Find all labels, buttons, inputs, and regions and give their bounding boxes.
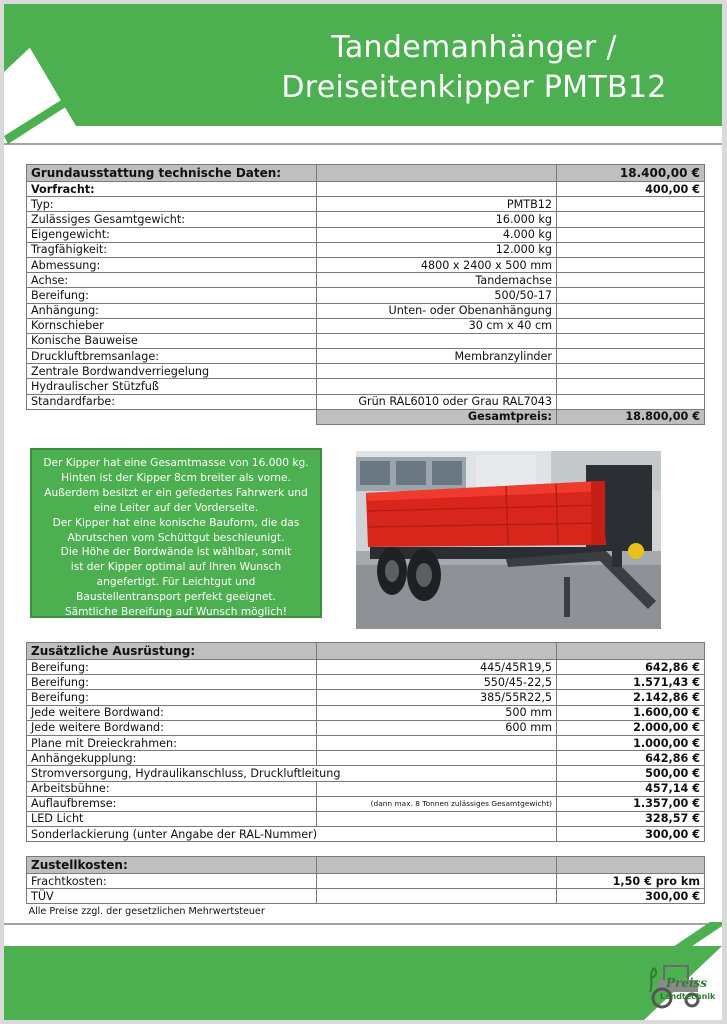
- extra-value: [317, 811, 557, 826]
- spec-label: Konische Bauweise: [27, 333, 317, 348]
- spec-value: Unten- oder Obenanhängung: [317, 303, 557, 318]
- total-price: 18.800,00 €: [557, 409, 705, 424]
- description-line: Der Kipper hat eine konische Bauform, die das: [52, 516, 300, 529]
- basic-heading: Grundausstattung technische Daten:: [27, 165, 317, 182]
- extra-value: 445/45R19,5: [317, 660, 557, 675]
- extra-label: Stromversorgung, Hydraulikanschluss, Druckluftleitung: [27, 766, 557, 781]
- logo-subtitle: Landtechnik: [660, 992, 716, 1001]
- description-line: Hinten ist der Kipper 8cm breiter als vorne.: [61, 471, 291, 484]
- logo-wordmark: Preiss: [666, 976, 708, 990]
- vat-footnote: Alle Preise zzgl. der gesetzlichen Mehrwertsteuer: [28, 906, 265, 918]
- extra-label: Bereifung:: [27, 660, 317, 675]
- table-row: [27, 227, 705, 242]
- table-row: [27, 796, 705, 811]
- table-row: [27, 827, 705, 842]
- spec-label: Bereifung:: [27, 288, 317, 303]
- spec-value: Tandemachse: [317, 273, 557, 288]
- extra-label: Jede weitere Bordwand:: [27, 705, 317, 720]
- table-row: [27, 197, 705, 212]
- extra-value: 550/45-22,5: [317, 675, 557, 690]
- extra-label: Bereifung:: [27, 675, 317, 690]
- spec-label: Zentrale Bordwandverriegelung: [27, 364, 317, 379]
- table-row: [27, 379, 705, 394]
- spec-value: [317, 379, 557, 394]
- spec-label: Anhängung:: [27, 303, 317, 318]
- table-row: [27, 364, 705, 379]
- description-line: eine Leiter auf der Vorderseite.: [93, 501, 259, 514]
- freight-row: [27, 182, 705, 197]
- table-row: [27, 675, 705, 690]
- table-row: [27, 720, 705, 735]
- spec-label: Kornschieber: [27, 318, 317, 333]
- extra-value: [317, 735, 557, 750]
- price-sheet-page: [4, 4, 722, 1020]
- spec-label: Zulässiges Gesamtgewicht:: [27, 212, 317, 227]
- table-row: [27, 690, 705, 705]
- description-line: Baustellentransport perfekt geeignet.: [76, 591, 276, 604]
- footer-banner: [4, 922, 722, 1020]
- extra-price: 328,57 €: [557, 811, 705, 826]
- table-row: [27, 766, 705, 781]
- extra-price: 642,86 €: [557, 751, 705, 766]
- description-line: Außerdem besitzt er ein gefedertes Fahrwerk und: [44, 486, 308, 499]
- description-line: Abrutschen vom Schüttgut beschleunigt.: [67, 531, 285, 544]
- spec-label: Tragfähigkeit:: [27, 242, 317, 257]
- extra-label: Anhängekupplung:: [27, 751, 317, 766]
- footnote-row: [27, 904, 705, 919]
- spec-label: Druckluftbremsanlage:: [27, 349, 317, 364]
- spec-value: PMTB12: [317, 197, 557, 212]
- delivery-heading-row: [27, 857, 705, 874]
- table-row: [27, 751, 705, 766]
- table-row: [27, 811, 705, 826]
- extras-heading: Zusätzliche Ausrüstung:: [27, 643, 317, 660]
- title-line-2: Dreiseitenkipper PMTB12: [281, 70, 667, 105]
- extra-value: 500 mm: [317, 705, 557, 720]
- spec-value: Membranzylinder: [317, 349, 557, 364]
- title-line-1: Tandemanhänger /: [331, 30, 617, 65]
- delivery-heading: Zustellkosten:: [27, 857, 317, 874]
- table-row: [27, 212, 705, 227]
- table-row: [27, 874, 705, 889]
- spec-value: 16.000 kg: [317, 212, 557, 227]
- spec-value: 500/50-17: [317, 288, 557, 303]
- extra-label: Bereifung:: [27, 690, 317, 705]
- description-box: [30, 448, 322, 618]
- table-row: [27, 273, 705, 288]
- extra-value: 600 mm: [317, 720, 557, 735]
- extra-label: Plane mit Dreieckrahmen:: [27, 735, 317, 750]
- delivery-price: 300,00 €: [557, 889, 705, 904]
- table-row: [27, 735, 705, 750]
- spec-value: 4800 x 2400 x 500 mm: [317, 257, 557, 272]
- extra-price: 500,00 €: [557, 766, 705, 781]
- description-line: angefertigt. Für Leichtgut und: [96, 576, 256, 589]
- extra-price: 2.000,00 €: [557, 720, 705, 735]
- description-line: ist der Kipper optimal auf Ihren Wunsch: [70, 561, 282, 574]
- freight-label: Vorfracht:: [27, 182, 317, 197]
- extra-price: 300,00 €: [557, 827, 705, 842]
- basic-heading-price: 18.400,00 €: [557, 165, 705, 182]
- extra-price: 642,86 €: [557, 660, 705, 675]
- spec-label: Abmessung:: [27, 257, 317, 272]
- extra-value: [317, 751, 557, 766]
- table-row: [27, 349, 705, 364]
- extra-price: 1.571,43 €: [557, 675, 705, 690]
- table-row: [27, 705, 705, 720]
- table-row: [27, 242, 705, 257]
- spec-value: [317, 333, 557, 348]
- description-line: Sämtliche Bereifung auf Wunsch möglich!: [64, 606, 288, 619]
- delivery-costs-table: [26, 856, 705, 919]
- extras-heading-row: [27, 643, 705, 660]
- spec-label: Eigengewicht:: [27, 227, 317, 242]
- spec-label: Standardfarbe:: [27, 394, 317, 409]
- table-row: [27, 889, 705, 904]
- spec-value: 12.000 kg: [317, 242, 557, 257]
- spec-label: Hydraulischer Stützfuß: [27, 379, 317, 394]
- extra-label: Sonderlackierung (unter Angabe der RAL-Nummer): [27, 827, 557, 842]
- extra-label: Arbeitsbühne:: [27, 781, 317, 796]
- spec-value: 30 cm x 40 cm: [317, 318, 557, 333]
- extra-label: Jede weitere Bordwand:: [27, 720, 317, 735]
- spec-value: 4.000 kg: [317, 227, 557, 242]
- spec-label: Achse:: [27, 273, 317, 288]
- extra-price: 1.600,00 €: [557, 705, 705, 720]
- extra-label: Auflaufbremse:: [27, 796, 317, 811]
- table-row: [27, 257, 705, 272]
- table-row: [27, 394, 705, 409]
- delivery-price: 1,50 € pro km: [557, 874, 705, 889]
- extra-price: 457,14 €: [557, 781, 705, 796]
- total-row: [27, 409, 705, 424]
- extra-value: [317, 781, 557, 796]
- extra-value: (dann max. 8 Tonnen zulässiges Gesamtgewicht): [317, 796, 557, 811]
- basic-heading-row: [27, 165, 705, 182]
- extra-value: 385/55R22,5: [317, 690, 557, 705]
- table-row: [27, 333, 705, 348]
- table-row: [27, 660, 705, 675]
- basic-equipment-table: [26, 164, 705, 425]
- delivery-label: Frachtkosten:: [27, 874, 317, 889]
- spec-value: [317, 364, 557, 379]
- spec-value: Grün RAL6010 oder Grau RAL7043: [317, 394, 557, 409]
- extra-price: 1.357,00 €: [557, 796, 705, 811]
- extra-price: 2.142,86 €: [557, 690, 705, 705]
- total-label: Gesamtpreis:: [317, 409, 557, 424]
- table-row: [27, 288, 705, 303]
- table-row: [27, 781, 705, 796]
- table-row: [27, 318, 705, 333]
- additional-equipment-table: [26, 642, 705, 842]
- description-line: Die Höhe der Bordwände ist wählbar, somit: [60, 546, 292, 559]
- description-line: Der Kipper hat eine Gesamtmasse von 16.000 kg.: [43, 457, 309, 469]
- extra-label: LED Licht: [27, 811, 317, 826]
- delivery-label: TÜV: [27, 889, 317, 904]
- freight-price: 400,00 €: [557, 182, 705, 197]
- spec-label: Typ:: [27, 197, 317, 212]
- table-row: [27, 303, 705, 318]
- trailer-photo: [356, 451, 661, 629]
- extra-price: 1.000,00 €: [557, 735, 705, 750]
- page-title: [244, 28, 704, 108]
